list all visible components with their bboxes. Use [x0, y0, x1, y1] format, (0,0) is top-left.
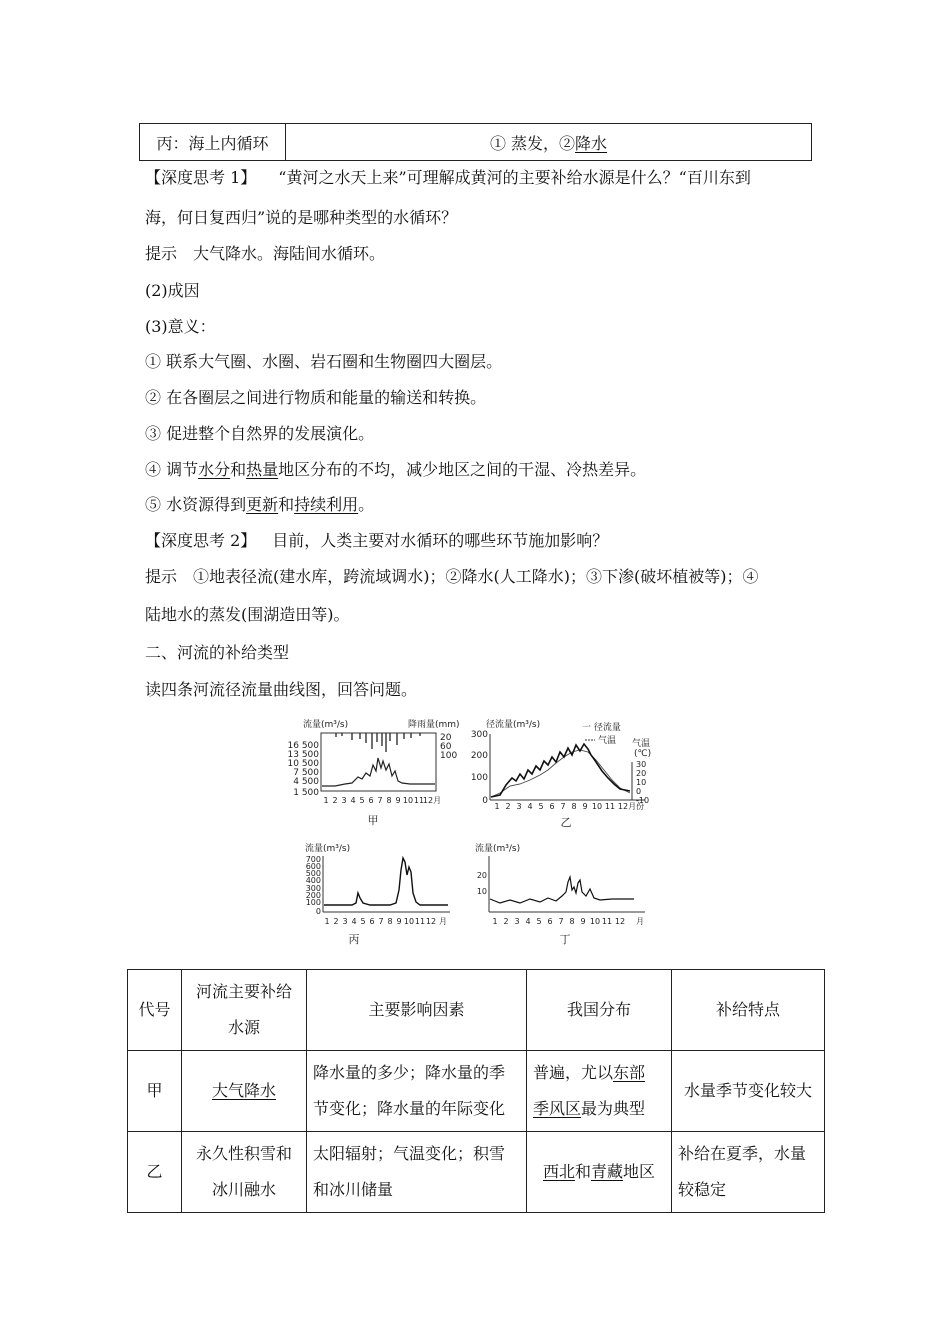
svg-text:200: 200: [470, 751, 488, 761]
svg-text:3: 3: [514, 917, 520, 926]
svg-text:12月份: 12月份: [617, 802, 645, 811]
svg-text:6: 6: [549, 802, 555, 811]
svg-text:500: 500: [305, 869, 321, 878]
bing-flow-curve: [324, 858, 448, 905]
svg-text:4: 4: [350, 796, 356, 805]
yi-runoff-curve: [491, 744, 630, 797]
header-distribution: 我国分布: [527, 970, 672, 1051]
svg-text:100: 100: [305, 898, 321, 907]
meaning-heading: (3)意义：: [145, 317, 216, 336]
row-yi-distribution: 西北和青藏地区: [527, 1132, 672, 1213]
ding-ylabel: 流量(m³/s): [475, 844, 521, 854]
svg-text:9: 9: [580, 917, 586, 926]
yi-legend-temp: 气温: [598, 736, 617, 746]
svg-text:月: 月: [439, 917, 447, 926]
think2-tag: 【深度思考 2】: [145, 531, 257, 550]
svg-text:600: 600: [305, 862, 321, 871]
svg-text:200: 200: [305, 891, 321, 900]
yi-legend-flow: 一 径流量: [582, 723, 621, 733]
svg-text:10: 10: [589, 917, 601, 926]
think2-hint-line1: 提示 ①地表径流(建水库，跨流域调水)；②降水(人工降水)；③下渗(破坏植被等)；④: [145, 567, 759, 586]
svg-text:7: 7: [560, 802, 566, 811]
jia-caption: 甲: [367, 814, 379, 827]
jia-y2tick: 60: [440, 742, 452, 752]
svg-text:300: 300: [470, 730, 488, 740]
jia-y2tick: 20: [440, 733, 452, 743]
svg-text:11: 11: [414, 917, 426, 926]
svg-text:1: 1: [494, 802, 500, 811]
row-yi-source: 永久性积雪和 冰川融水: [182, 1132, 307, 1213]
row-jia-code: 甲: [128, 1051, 182, 1132]
svg-text:11: 11: [413, 796, 425, 805]
svg-text:7: 7: [377, 796, 383, 805]
svg-text:2: 2: [503, 917, 509, 926]
jia-ytick: 16 500: [287, 741, 319, 751]
chart-yi: [471, 718, 651, 829]
header-source: 河流主要补给 水源: [182, 970, 307, 1051]
jia-ylabel: 流量(m³/s): [303, 720, 349, 730]
jia-flow-curve: [322, 758, 435, 786]
think2-hint-line2: 陆地水的蒸发(围湖造田等)。: [145, 605, 350, 624]
bing-caption: 丙: [348, 933, 360, 946]
svg-text:4: 4: [525, 917, 531, 926]
svg-text:9: 9: [396, 917, 402, 926]
svg-text:4: 4: [527, 802, 533, 811]
row-jia-features: 水量季节变化较大: [672, 1051, 825, 1132]
svg-text:6: 6: [547, 917, 553, 926]
svg-text:8: 8: [387, 917, 393, 926]
svg-text:400: 400: [305, 876, 321, 885]
yi-y2label: 气温: [632, 739, 651, 749]
table-row: [128, 1051, 825, 1132]
row-jia-factors: 降水量的多少；降水量的季 节变化；降水量的年际变化: [307, 1051, 527, 1132]
svg-text:6: 6: [368, 796, 374, 805]
jia-ytick: 7 500: [293, 768, 319, 778]
svg-text:7: 7: [378, 917, 384, 926]
svg-text:9: 9: [395, 796, 401, 805]
meaning-item-4: ④ 调节水分和热量地区分布的不均，减少地区之间的干湿、冷热差异。: [145, 460, 647, 479]
svg-text:5: 5: [536, 917, 542, 926]
svg-text:700: 700: [305, 855, 321, 864]
ding-flow-curve: [490, 877, 634, 903]
bing-ylabel: 流量(m³/s): [305, 844, 351, 854]
svg-text:11: 11: [604, 802, 616, 811]
svg-text:5: 5: [538, 802, 544, 811]
ding-caption: 丁: [559, 933, 571, 946]
think1-hint: 提示 大气降水。海陆间水循环。: [145, 244, 386, 263]
chart-bing: [305, 842, 450, 946]
svg-text:10: 10: [591, 802, 603, 811]
svg-text:11: 11: [601, 917, 613, 926]
svg-text:12: 12: [614, 917, 626, 926]
meaning-item-2: ② 在各圈层之间进行物质和能量的输送和转换。: [145, 388, 487, 407]
svg-text:12月: 12月: [422, 796, 442, 805]
jia-y2tick: 100: [440, 751, 458, 761]
cycle-content: ① 蒸发，② 降水: [489, 133, 608, 153]
meaning-item-3: ③ 促进整个自然界的发展演化。: [145, 424, 375, 443]
svg-text:8: 8: [569, 917, 575, 926]
svg-text:10: 10: [636, 778, 647, 787]
svg-text:-10: -10: [636, 796, 650, 805]
jia-ytick: 10 500: [287, 759, 319, 769]
section-2-heading: 二、河流的补给类型: [145, 643, 290, 662]
svg-text:10: 10: [403, 917, 415, 926]
svg-text:3: 3: [342, 917, 348, 926]
svg-text:5: 5: [360, 917, 366, 926]
meaning-item-1: ① 联系大气圈、水圈、岩石圈和生物圈四大圈层。: [145, 352, 503, 371]
svg-text:20: 20: [636, 769, 647, 778]
svg-text:2: 2: [333, 917, 339, 926]
yi-caption: 乙: [560, 816, 572, 829]
jia-ytick: 13 500: [287, 750, 319, 760]
svg-text:20: 20: [476, 871, 487, 880]
think1-line1: 【深度思考 1】 “黄河之水天上来”可理解成黄河的主要补给水源是什么？“百川东到: [145, 168, 751, 187]
svg-text:12: 12: [425, 917, 437, 926]
svg-text:5: 5: [359, 796, 365, 805]
svg-text:100: 100: [470, 773, 488, 783]
svg-text:7: 7: [558, 917, 564, 926]
chart-jia: [288, 718, 460, 827]
row-jia-distribution: 普遍，尤以东部 季风区最为典型: [527, 1051, 672, 1132]
jia-y2label: 降雨量(mm): [408, 720, 460, 730]
svg-text:9: 9: [582, 802, 588, 811]
svg-text:月: 月: [636, 917, 644, 926]
svg-text:10: 10: [476, 887, 487, 896]
svg-text:3: 3: [516, 802, 522, 811]
svg-text:4: 4: [351, 917, 357, 926]
chart-ding: [475, 842, 645, 946]
svg-text:1: 1: [323, 796, 329, 805]
svg-text:2: 2: [332, 796, 338, 805]
svg-text:2: 2: [505, 802, 511, 811]
figure-instruction: 读四条河流径流量曲线图，回答问题。: [145, 680, 418, 699]
svg-text:30: 30: [636, 760, 647, 769]
svg-text:0: 0: [482, 796, 488, 806]
svg-text:6: 6: [369, 917, 375, 926]
header-factors: 主要影响因素: [307, 970, 527, 1051]
svg-text:0: 0: [315, 907, 321, 916]
jia-ytick: 1 500: [293, 788, 319, 798]
think1-tag: 【深度思考 1】: [145, 168, 257, 187]
think1-line2: 海，何日复西归”说的是哪种类型的水循环？: [145, 208, 458, 227]
table-row: [128, 1132, 825, 1213]
row-yi-code: 乙: [128, 1132, 182, 1213]
river-supply-table: [127, 969, 825, 1213]
header-features: 补给特点: [672, 970, 825, 1051]
row-yi-features: 补给在夏季，水量 较稳定: [672, 1132, 825, 1213]
jia-ytick: 4 500: [293, 777, 319, 787]
cycle-label: 丙：海上内循环: [140, 124, 286, 160]
svg-text:3: 3: [341, 796, 347, 805]
cause-heading: (2)成因: [145, 281, 200, 300]
svg-text:300: 300: [305, 884, 321, 893]
yi-temperature-curve: [491, 750, 630, 797]
row-yi-factors: 太阳辐射；气温变化；积雪 和冰川储量: [307, 1132, 527, 1213]
meaning-item-5: ⑤ 水资源得到更新和持续利用。: [145, 495, 375, 514]
jia-rainfall-bars: [336, 733, 420, 752]
svg-text:8: 8: [571, 802, 577, 811]
header-code: 代号: [128, 970, 182, 1051]
svg-text:0: 0: [636, 787, 642, 796]
svg-text:8: 8: [386, 796, 392, 805]
svg-text:10: 10: [402, 796, 414, 805]
yi-y2unit: (℃): [634, 749, 652, 759]
row-jia-source: 大气降水: [182, 1051, 307, 1132]
think2-question-line: 【深度思考 2】 目前，人类主要对水循环的哪些环节施加影响？: [145, 531, 609, 550]
table-header-row: [128, 970, 825, 1051]
yi-ylabel: 径流量(m³/s): [486, 720, 541, 730]
svg-text:1: 1: [324, 917, 330, 926]
svg-text:1: 1: [492, 917, 498, 926]
